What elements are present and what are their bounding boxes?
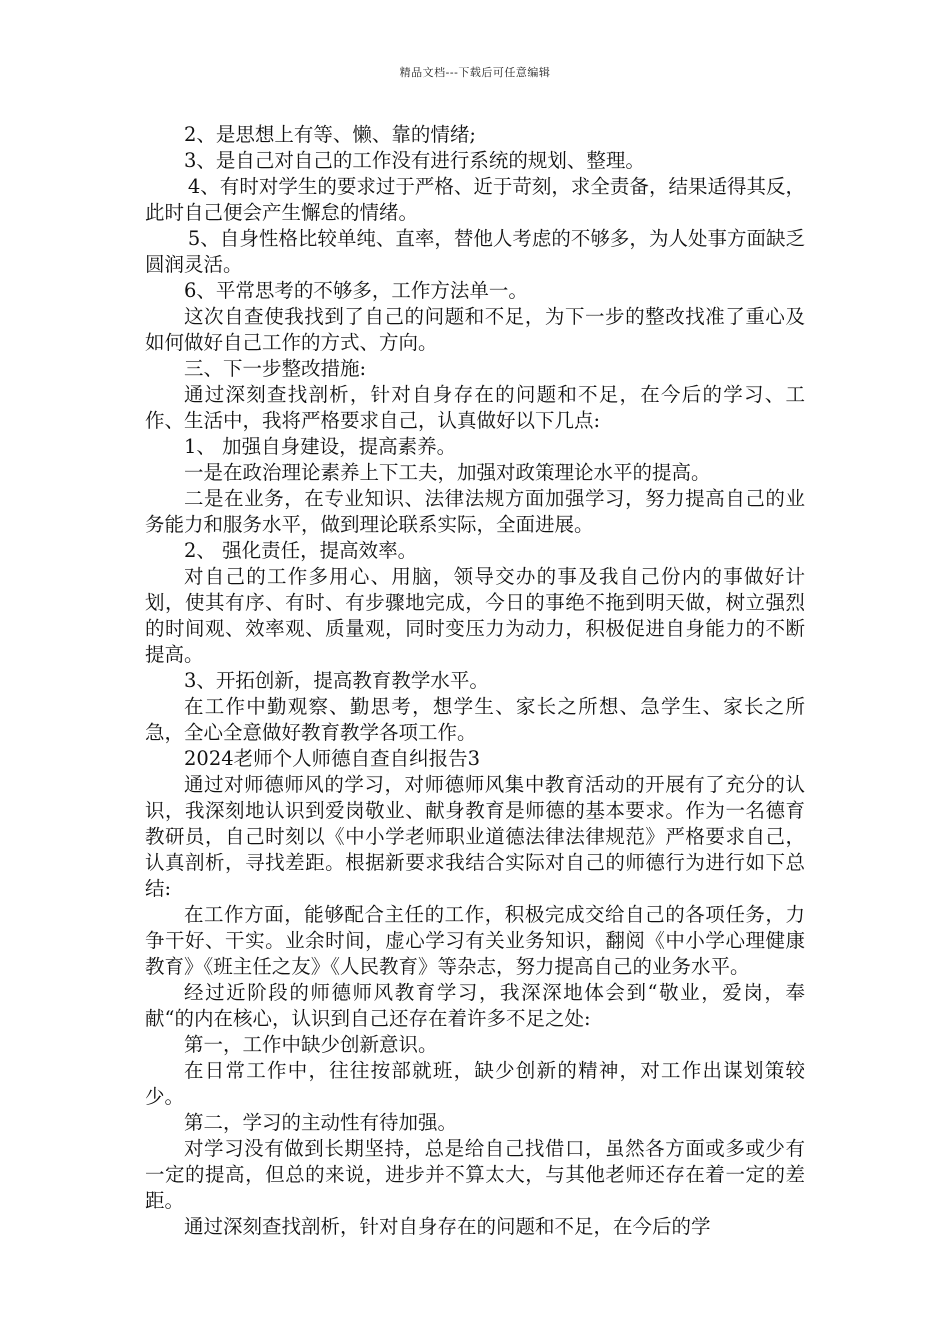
- paragraph: 在工作中勤观察、勤思考，想学生、家长之所想、急学生、家长之所急，全心全意做好教育教学各项工作。: [145, 695, 805, 744]
- paragraph: 一是在政治理论素养上下工夫，加强对政策理论水平的提高。: [184, 461, 711, 484]
- paragraph: 通过对师德师风的学习，对师德师风集中教育活动的开展有了充分的认识，我深刻地认识到爱岗敬业、献身教育是师德的基本要求。作为一名德育教研员，自己时刻以《中小学老师职业道德法律法律规范》严格要求自己，认真剖析，寻找差距。根据新要求我结合实际对自己的师德行为进行如下总结:: [145, 773, 805, 900]
- paragraph: 对学习没有做到长期坚持，总是给自己找借口，虽然各方面或多或少有一定的提高，但总的来说，进步并不算太大，与其他老师还存在着一定的差距。: [145, 1137, 805, 1212]
- paragraph: 6、平常思考的不够多，工作方法单一。: [184, 279, 528, 302]
- paragraph: 对自己的工作多用心、用脑，领导交办的事及我自己份内的事做好计划，使其有序、有时、有步骤地完成，今日的事绝不拖到明天做，树立强烈的时间观、效率观、质量观，同时变压力为动力，积极促进自身能力的不断提高。: [145, 565, 805, 666]
- paragraph: 通过深刻查找剖析，针对自身存在的问题和不足，在今后的学习、工作、生活中，我将严格要求自己，认真做好以下几点:: [145, 383, 805, 432]
- paragraph: 通过深刻查找剖析，针对自身存在的问题和不足，在今后的学: [184, 1215, 711, 1238]
- paragraph: 3、是自己对自己的工作没有进行系统的规划、整理。: [184, 149, 645, 172]
- paragraph: 2、 强化责任，提高效率。: [184, 539, 418, 562]
- report-title: 2024老师个人师德自查自纠报告3: [184, 747, 481, 770]
- paragraph: 第二，学习的主动性有待加强。: [184, 1111, 458, 1134]
- paragraph: 1、 加强自身建设，提高素养。: [184, 435, 457, 458]
- paragraph: 5、自身性格比较单纯、直率，替他人考虑的不够多，为人处事方面缺乏圆润灵活。: [145, 227, 805, 276]
- page-header: 精品文档---下载后可任意编辑: [399, 66, 551, 79]
- paragraph: 第一，工作中缺少创新意识。: [184, 1033, 438, 1056]
- paragraph: 2、是思想上有等、懒、靠的情绪;: [184, 123, 476, 146]
- paragraph: 这次自查使我找到了自己的问题和不足，为下一步的整改找准了重心及如何做好自己工作的方式、方向。: [145, 305, 805, 354]
- paragraph: 二是在业务，在专业知识、法律法规方面加强学习，努力提高自己的业务能力和服务水平，做到理论联系实际，全面进展。: [145, 487, 805, 536]
- section-heading: 三、下一步整改措施:: [184, 357, 367, 380]
- paragraph: 4、有时对学生的要求过于严格、近于苛刻，求全责备，结果适得其反，此时自己便会产生懈怠的情绪。: [145, 175, 805, 224]
- paragraph: 在日常工作中，往往按部就班，缺少创新的精神，对工作出谋划策较少。: [145, 1059, 805, 1108]
- paragraph: 在工作方面，能够配合主任的工作，积极完成交给自己的各项任务，力争干好、干实。业余时间，虚心学习有关业务知识，翻阅《中小学心理健康教育》《班主任之友》《人民教育》等杂志，努力提高自己的业务水平。: [145, 903, 805, 978]
- paragraph: 经过近阶段的师德师风教育学习，我深深地体会到“敬业，爱岗，奉献“的内在核心，认识到自己还存在着许多不足之处:: [145, 981, 805, 1030]
- document-body: [145, 122, 805, 1240]
- paragraph: 3、开拓创新，提高教育教学水平。: [184, 669, 489, 692]
